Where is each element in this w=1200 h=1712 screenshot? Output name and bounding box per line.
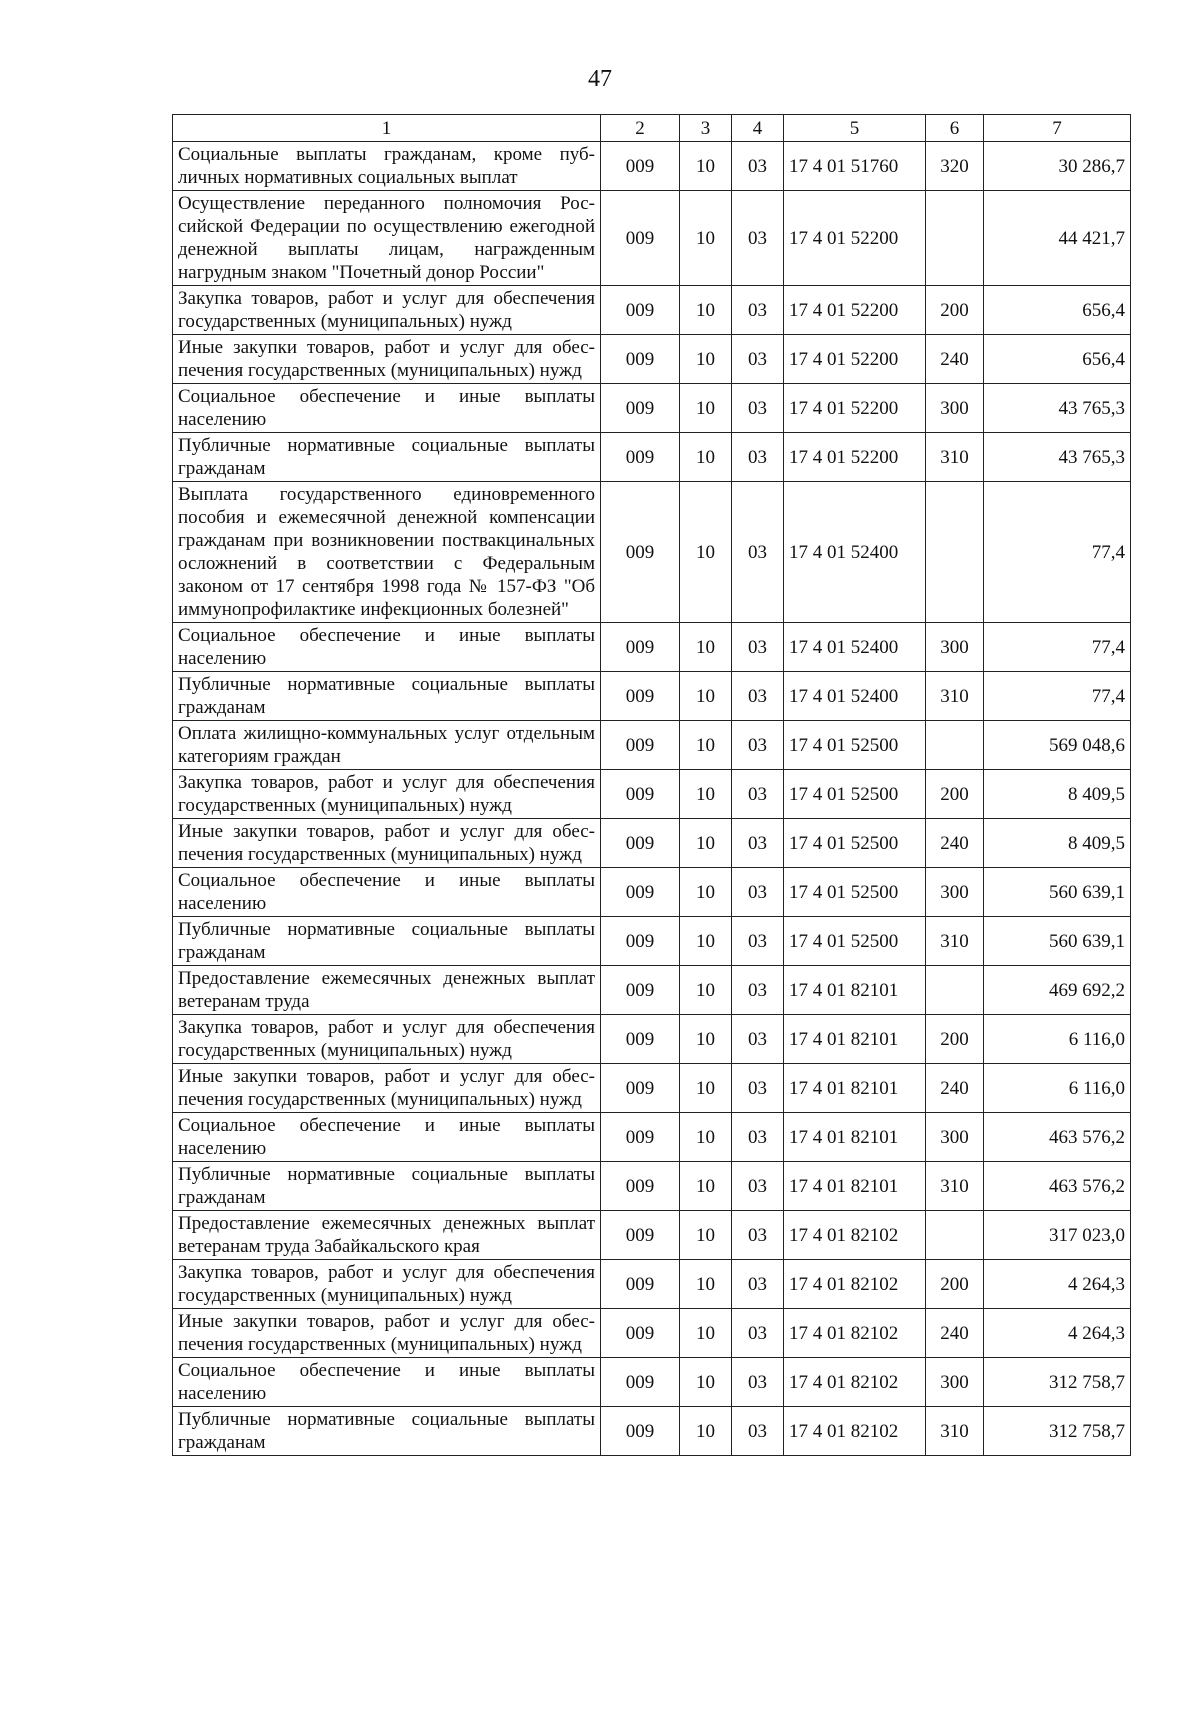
row-name-cell: Закупка товаров, работ и услуг для обеспечения государственных (муниципальных) нужд [173, 770, 601, 819]
amount-cell: 77,4 [984, 672, 1131, 721]
amount-cell: 30 286,7 [984, 142, 1131, 191]
row-name-cell: Социальное обеспечение и иные выплаты населению [173, 623, 601, 672]
amount-cell: 4 264,3 [984, 1309, 1131, 1358]
subsection-code-cell: 03 [732, 819, 784, 868]
column-header: 7 [984, 115, 1131, 142]
expense-type-cell [926, 966, 984, 1015]
table-row [173, 1358, 1131, 1407]
page-number: 47 [588, 66, 612, 92]
section-code-cell: 10 [680, 868, 732, 917]
ministry-code-cell: 009 [601, 482, 680, 623]
amount-cell: 43 765,3 [984, 384, 1131, 433]
ministry-code-cell: 009 [601, 819, 680, 868]
subsection-code-cell: 03 [732, 721, 784, 770]
table-header-row [173, 115, 1131, 142]
subsection-code-cell: 03 [732, 1407, 784, 1456]
expense-type-cell: 300 [926, 1113, 984, 1162]
subsection-code-cell: 03 [732, 1015, 784, 1064]
table-row [173, 335, 1131, 384]
subsection-code-cell: 03 [732, 1211, 784, 1260]
section-code-cell: 10 [680, 433, 732, 482]
row-name-cell: Выплата государственного единовременного пособия и ежемесячной денежной компенсации гражданам при возникновении поствакцинальных осложнений в соответствии с Федеральным законом от 17 сентября 1998 года № 157-ФЗ "Об иммунопрофилактике инфекционных болезней" [173, 482, 601, 623]
expense-type-cell: 310 [926, 1407, 984, 1456]
target-article-cell: 17 4 01 82101 [784, 1064, 926, 1113]
subsection-code-cell: 03 [732, 142, 784, 191]
target-article-cell: 17 4 01 82102 [784, 1211, 926, 1260]
section-code-cell: 10 [680, 1407, 732, 1456]
amount-cell: 317 023,0 [984, 1211, 1131, 1260]
section-code-cell: 10 [680, 142, 732, 191]
table-row [173, 1064, 1131, 1113]
ministry-code-cell: 009 [601, 191, 680, 286]
row-name-cell: Публичные нормативные социальные выплаты гражданам [173, 1162, 601, 1211]
amount-cell: 8 409,5 [984, 819, 1131, 868]
row-name-cell: Социальное обеспечение и иные выплаты населению [173, 1358, 601, 1407]
table-row [173, 1211, 1131, 1260]
amount-cell: 469 692,2 [984, 966, 1131, 1015]
expense-type-cell: 300 [926, 623, 984, 672]
table-row [173, 142, 1131, 191]
table-row [173, 672, 1131, 721]
target-article-cell: 17 4 01 52400 [784, 672, 926, 721]
table-row [173, 868, 1131, 917]
row-name-cell: Предоставление ежемесячных денежных выплат ветеранам труда Забайкальского края [173, 1211, 601, 1260]
amount-cell: 77,4 [984, 482, 1131, 623]
table-row [173, 721, 1131, 770]
table-row [173, 1260, 1131, 1309]
ministry-code-cell: 009 [601, 917, 680, 966]
section-code-cell: 10 [680, 191, 732, 286]
amount-cell: 560 639,1 [984, 868, 1131, 917]
subsection-code-cell: 03 [732, 286, 784, 335]
section-code-cell: 10 [680, 286, 732, 335]
ministry-code-cell: 009 [601, 770, 680, 819]
subsection-code-cell: 03 [732, 770, 784, 819]
expense-type-cell: 310 [926, 1162, 984, 1211]
target-article-cell: 17 4 01 52200 [784, 286, 926, 335]
subsection-code-cell: 03 [732, 482, 784, 623]
table-body [173, 142, 1131, 1456]
ministry-code-cell: 009 [601, 1015, 680, 1064]
table-row [173, 623, 1131, 672]
subsection-code-cell: 03 [732, 917, 784, 966]
row-name-cell: Иные закупки товаров, работ и услуг для обеспечения государственных (муниципальных) нужд [173, 1309, 601, 1358]
target-article-cell: 17 4 01 52500 [784, 770, 926, 819]
ministry-code-cell: 009 [601, 1309, 680, 1358]
section-code-cell: 10 [680, 721, 732, 770]
subsection-code-cell: 03 [732, 868, 784, 917]
expense-type-cell: 200 [926, 770, 984, 819]
ministry-code-cell: 009 [601, 384, 680, 433]
row-name-cell: Иные закупки товаров, работ и услуг для обеспечения государственных (муниципальных) нужд [173, 819, 601, 868]
section-code-cell: 10 [680, 1015, 732, 1064]
row-name-cell: Публичные нормативные социальные выплаты гражданам [173, 917, 601, 966]
ministry-code-cell: 009 [601, 966, 680, 1015]
table-row [173, 770, 1131, 819]
expense-type-cell: 240 [926, 1309, 984, 1358]
expense-type-cell: 300 [926, 1358, 984, 1407]
row-name-cell: Закупка товаров, работ и услуг для обеспечения государственных (муниципальных) нужд [173, 1015, 601, 1064]
amount-cell: 43 765,3 [984, 433, 1131, 482]
table-row [173, 1162, 1131, 1211]
amount-cell: 44 421,7 [984, 191, 1131, 286]
subsection-code-cell: 03 [732, 384, 784, 433]
subsection-code-cell: 03 [732, 1064, 784, 1113]
row-name-cell: Социальное обеспечение и иные выплаты населению [173, 384, 601, 433]
table-row [173, 433, 1131, 482]
subsection-code-cell: 03 [732, 1358, 784, 1407]
row-name-cell: Социальное обеспечение и иные выплаты населению [173, 868, 601, 917]
ministry-code-cell: 009 [601, 1162, 680, 1211]
section-code-cell: 10 [680, 1162, 732, 1211]
amount-cell: 656,4 [984, 286, 1131, 335]
table-row [173, 966, 1131, 1015]
target-article-cell: 17 4 01 52500 [784, 917, 926, 966]
row-name-cell: Социальные выплаты гражданам, кроме публичных нормативных социальных выплат [173, 142, 601, 191]
amount-cell: 560 639,1 [984, 917, 1131, 966]
target-article-cell: 17 4 01 52500 [784, 819, 926, 868]
expense-type-cell: 200 [926, 1015, 984, 1064]
ministry-code-cell: 009 [601, 672, 680, 721]
ministry-code-cell: 009 [601, 1064, 680, 1113]
subsection-code-cell: 03 [732, 335, 784, 384]
amount-cell: 312 758,7 [984, 1407, 1131, 1456]
table-row [173, 286, 1131, 335]
target-article-cell: 17 4 01 82101 [784, 966, 926, 1015]
amount-cell: 6 116,0 [984, 1064, 1131, 1113]
expense-type-cell: 310 [926, 433, 984, 482]
row-name-cell: Социальное обеспечение и иные выплаты населению [173, 1113, 601, 1162]
expense-type-cell: 240 [926, 1064, 984, 1113]
target-article-cell: 17 4 01 82102 [784, 1260, 926, 1309]
amount-cell: 463 576,2 [984, 1162, 1131, 1211]
subsection-code-cell: 03 [732, 1162, 784, 1211]
row-name-cell: Иные закупки товаров, работ и услуг для обеспечения государственных (муниципальных) нужд [173, 1064, 601, 1113]
section-code-cell: 10 [680, 966, 732, 1015]
section-code-cell: 10 [680, 1064, 732, 1113]
section-code-cell: 10 [680, 384, 732, 433]
target-article-cell: 17 4 01 52200 [784, 335, 926, 384]
section-code-cell: 10 [680, 1211, 732, 1260]
column-header: 2 [601, 115, 680, 142]
column-header: 3 [680, 115, 732, 142]
amount-cell: 77,4 [984, 623, 1131, 672]
expense-type-cell: 300 [926, 384, 984, 433]
row-name-cell: Публичные нормативные социальные выплаты гражданам [173, 672, 601, 721]
table-row [173, 1113, 1131, 1162]
ministry-code-cell: 009 [601, 286, 680, 335]
ministry-code-cell: 009 [601, 623, 680, 672]
row-name-cell: Оплата жилищно-коммунальных услуг отдельным категориям граждан [173, 721, 601, 770]
section-code-cell: 10 [680, 672, 732, 721]
expense-type-cell: 310 [926, 917, 984, 966]
expense-type-cell: 240 [926, 819, 984, 868]
target-article-cell: 17 4 01 82102 [784, 1407, 926, 1456]
ministry-code-cell: 009 [601, 868, 680, 917]
amount-cell: 569 048,6 [984, 721, 1131, 770]
expense-type-cell: 310 [926, 672, 984, 721]
target-article-cell: 17 4 01 52200 [784, 433, 926, 482]
subsection-code-cell: 03 [732, 1260, 784, 1309]
table-row [173, 1015, 1131, 1064]
section-code-cell: 10 [680, 623, 732, 672]
table-row [173, 819, 1131, 868]
row-name-cell: Закупка товаров, работ и услуг для обеспечения государственных (муниципальных) нужд [173, 286, 601, 335]
table-row [173, 384, 1131, 433]
target-article-cell: 17 4 01 52400 [784, 623, 926, 672]
amount-cell: 656,4 [984, 335, 1131, 384]
table-row [173, 917, 1131, 966]
column-header: 1 [173, 115, 601, 142]
budget-table [172, 114, 1131, 1456]
subsection-code-cell: 03 [732, 966, 784, 1015]
section-code-cell: 10 [680, 1113, 732, 1162]
expense-type-cell: 300 [926, 868, 984, 917]
ministry-code-cell: 009 [601, 721, 680, 770]
ministry-code-cell: 009 [601, 1260, 680, 1309]
section-code-cell: 10 [680, 1260, 732, 1309]
row-name-cell: Иные закупки товаров, работ и услуг для обеспечения государственных (муниципальных) нужд [173, 335, 601, 384]
ministry-code-cell: 009 [601, 1211, 680, 1260]
amount-cell: 8 409,5 [984, 770, 1131, 819]
target-article-cell: 17 4 01 52400 [784, 482, 926, 623]
section-code-cell: 10 [680, 819, 732, 868]
expense-type-cell [926, 191, 984, 286]
subsection-code-cell: 03 [732, 623, 784, 672]
amount-cell: 6 116,0 [984, 1015, 1131, 1064]
ministry-code-cell: 009 [601, 1407, 680, 1456]
section-code-cell: 10 [680, 770, 732, 819]
target-article-cell: 17 4 01 52200 [784, 191, 926, 286]
section-code-cell: 10 [680, 1309, 732, 1358]
ministry-code-cell: 009 [601, 433, 680, 482]
amount-cell: 312 758,7 [984, 1358, 1131, 1407]
column-header: 4 [732, 115, 784, 142]
amount-cell: 463 576,2 [984, 1113, 1131, 1162]
ministry-code-cell: 009 [601, 142, 680, 191]
row-name-cell: Предоставление ежемесячных денежных выплат ветеранам труда [173, 966, 601, 1015]
target-article-cell: 17 4 01 82101 [784, 1162, 926, 1211]
expense-type-cell: 200 [926, 1260, 984, 1309]
target-article-cell: 17 4 01 51760 [784, 142, 926, 191]
section-code-cell: 10 [680, 917, 732, 966]
column-header: 5 [784, 115, 926, 142]
target-article-cell: 17 4 01 82102 [784, 1358, 926, 1407]
expense-type-cell: 200 [926, 286, 984, 335]
section-code-cell: 10 [680, 335, 732, 384]
target-article-cell: 17 4 01 82101 [784, 1015, 926, 1064]
amount-cell: 4 264,3 [984, 1260, 1131, 1309]
target-article-cell: 17 4 01 52500 [784, 721, 926, 770]
column-header: 6 [926, 115, 984, 142]
ministry-code-cell: 009 [601, 1358, 680, 1407]
ministry-code-cell: 009 [601, 335, 680, 384]
subsection-code-cell: 03 [732, 1309, 784, 1358]
ministry-code-cell: 009 [601, 1113, 680, 1162]
target-article-cell: 17 4 01 82101 [784, 1113, 926, 1162]
section-code-cell: 10 [680, 1358, 732, 1407]
table-row [173, 191, 1131, 286]
expense-type-cell [926, 721, 984, 770]
expense-type-cell: 320 [926, 142, 984, 191]
expense-type-cell [926, 1211, 984, 1260]
subsection-code-cell: 03 [732, 672, 784, 721]
expense-type-cell [926, 482, 984, 623]
table-row [173, 1407, 1131, 1456]
subsection-code-cell: 03 [732, 191, 784, 286]
row-name-cell: Закупка товаров, работ и услуг для обеспечения государственных (муниципальных) нужд [173, 1260, 601, 1309]
expense-type-cell: 240 [926, 335, 984, 384]
section-code-cell: 10 [680, 482, 732, 623]
row-name-cell: Публичные нормативные социальные выплаты гражданам [173, 433, 601, 482]
subsection-code-cell: 03 [732, 433, 784, 482]
target-article-cell: 17 4 01 52500 [784, 868, 926, 917]
row-name-cell: Осуществление переданного полномочия Российской Федерации по осуществлению ежегодной денежной выплаты лицам, награжденным нагрудным знаком "Почетный донор России" [173, 191, 601, 286]
row-name-cell: Публичные нормативные социальные выплаты гражданам [173, 1407, 601, 1456]
target-article-cell: 17 4 01 82102 [784, 1309, 926, 1358]
table-row [173, 482, 1131, 623]
subsection-code-cell: 03 [732, 1113, 784, 1162]
target-article-cell: 17 4 01 52200 [784, 384, 926, 433]
table-row [173, 1309, 1131, 1358]
